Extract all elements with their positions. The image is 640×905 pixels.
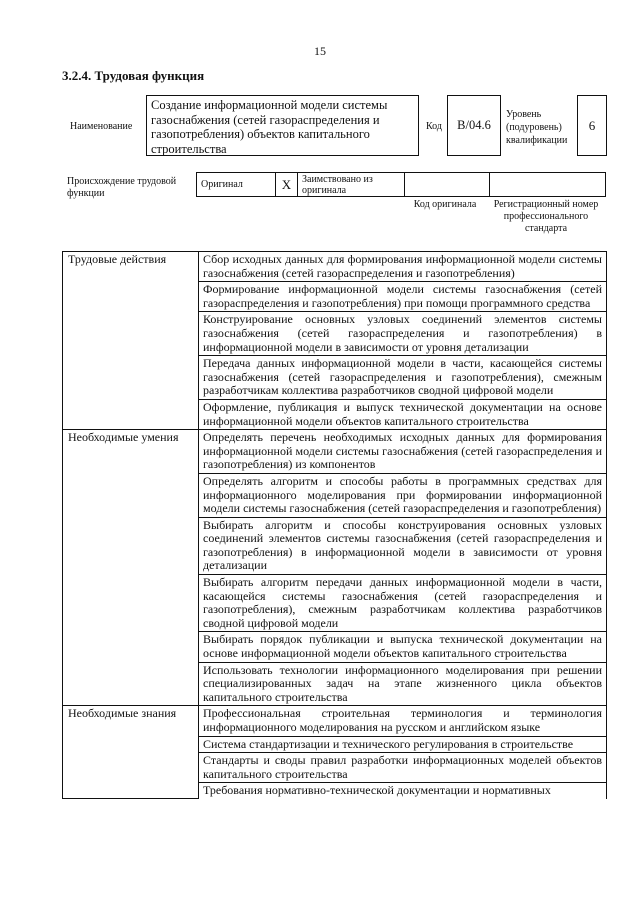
list-item: Определять перечень необходимых исходных данных для формирования информационной модели системы газоснабжения (сетей газораспределения и газопотребления) из компонентов [199,430,607,474]
list-item: Формирование информационной модели системы газоснабжения (сетей газораспределения и газопотребления) при помощи программного средства [199,282,607,312]
table-row [63,430,607,474]
list-item: Выбирать порядок публикации и выпуска технической документации на основе информационной модели объектов капитального строительства [199,632,607,662]
list-item: Выбирать алгоритм и способы конструирования основных узловых соединений элементов системы газоснабжения (сетей газораспределения и газопотребления) в информационной модели в зависимости от уровня детализации [199,517,607,574]
list-item: Определять алгоритм и способы работы в программных средствах для информационного моделирования при формировании информационной модели системы газоснабжения (сетей газораспределения и газопотребления) [199,473,607,517]
original-mark: X [281,177,292,192]
list-item: Стандарты и своды правил разработки информационных моделей объектов капитального строительства [199,753,607,783]
code-box [447,95,501,156]
reg-number-caption: Регистрационный номер профессионального стандарта [493,199,599,234]
function-name-box [146,95,419,156]
origin-label: Происхождение трудовой функции [67,176,177,199]
origin-table [196,172,606,197]
level-label: Уровень (подуровень) квалификации [506,109,568,146]
list-item: Сбор исходных данных для формирования информационной модели системы газоснабжения (сетей газораспределения и газопотребления) [199,252,607,282]
section-title-actions: Трудовые действия [63,252,199,430]
code-label: Код [426,121,442,132]
level-value: 6 [588,117,596,133]
function-details-table [62,251,607,799]
code-value: B/04.6 [457,118,491,132]
list-item: Профессиональная строительная терминология и терминология информационного моделирования на русском и английском языке [199,706,607,736]
list-item: Конструирование основных узловых соединений элементов системы газоснабжения (сетей газораспределения и газопотребления) в информационной модели в зависимости от уровня детализации [199,312,607,356]
list-item: Оформление, публикация и выпуск технической документации на основе информационной модели объектов капитального строительства [199,399,607,429]
reg-number-cell [490,173,606,197]
borrowed-label: Заимствовано из оригинала [302,173,373,196]
section-title: 3.2.4. Трудовая функция [62,68,205,83]
list-item: Передача данных информационной модели в части, касающейся системы газоснабжения (сетей газораспределения и газопотребления), смежным разработчикам коллектива разработчиков сводной цифровой модели [199,356,607,400]
page-number: 15 [314,44,326,58]
origin-code-caption: Код оригинала [413,199,477,210]
original-label: Оригинал [201,179,243,190]
list-item: Выбирать алгоритм передачи данных информационной модели в части, касающейся системы газоснабжения (сетей газораспределения и газопотребления), смежным разработчикам коллектива разработчиков сводной цифровой модели [199,575,607,632]
section-title-knowledge: Необходимые знания [63,706,199,799]
list-item: Требования нормативно-технической документации и нормативных [199,783,607,799]
name-label: Наименование [70,121,133,132]
section-title-skills: Необходимые умения [63,430,199,706]
table-row [63,706,607,736]
list-item: Система стандартизации и технического регулирования в строительстве [199,736,607,753]
origin-code-cell [405,173,490,197]
table-row [63,252,607,282]
level-box [577,95,607,156]
function-name: Создание информационной модели системы газоснабжения (сетей газораспределения и газопотребления) объектов капитального строительства [151,98,388,156]
list-item: Использовать технологии информационного моделирования при решении специализированных задач на этапе жизненного цикла объектов капитального строительства [199,662,607,706]
